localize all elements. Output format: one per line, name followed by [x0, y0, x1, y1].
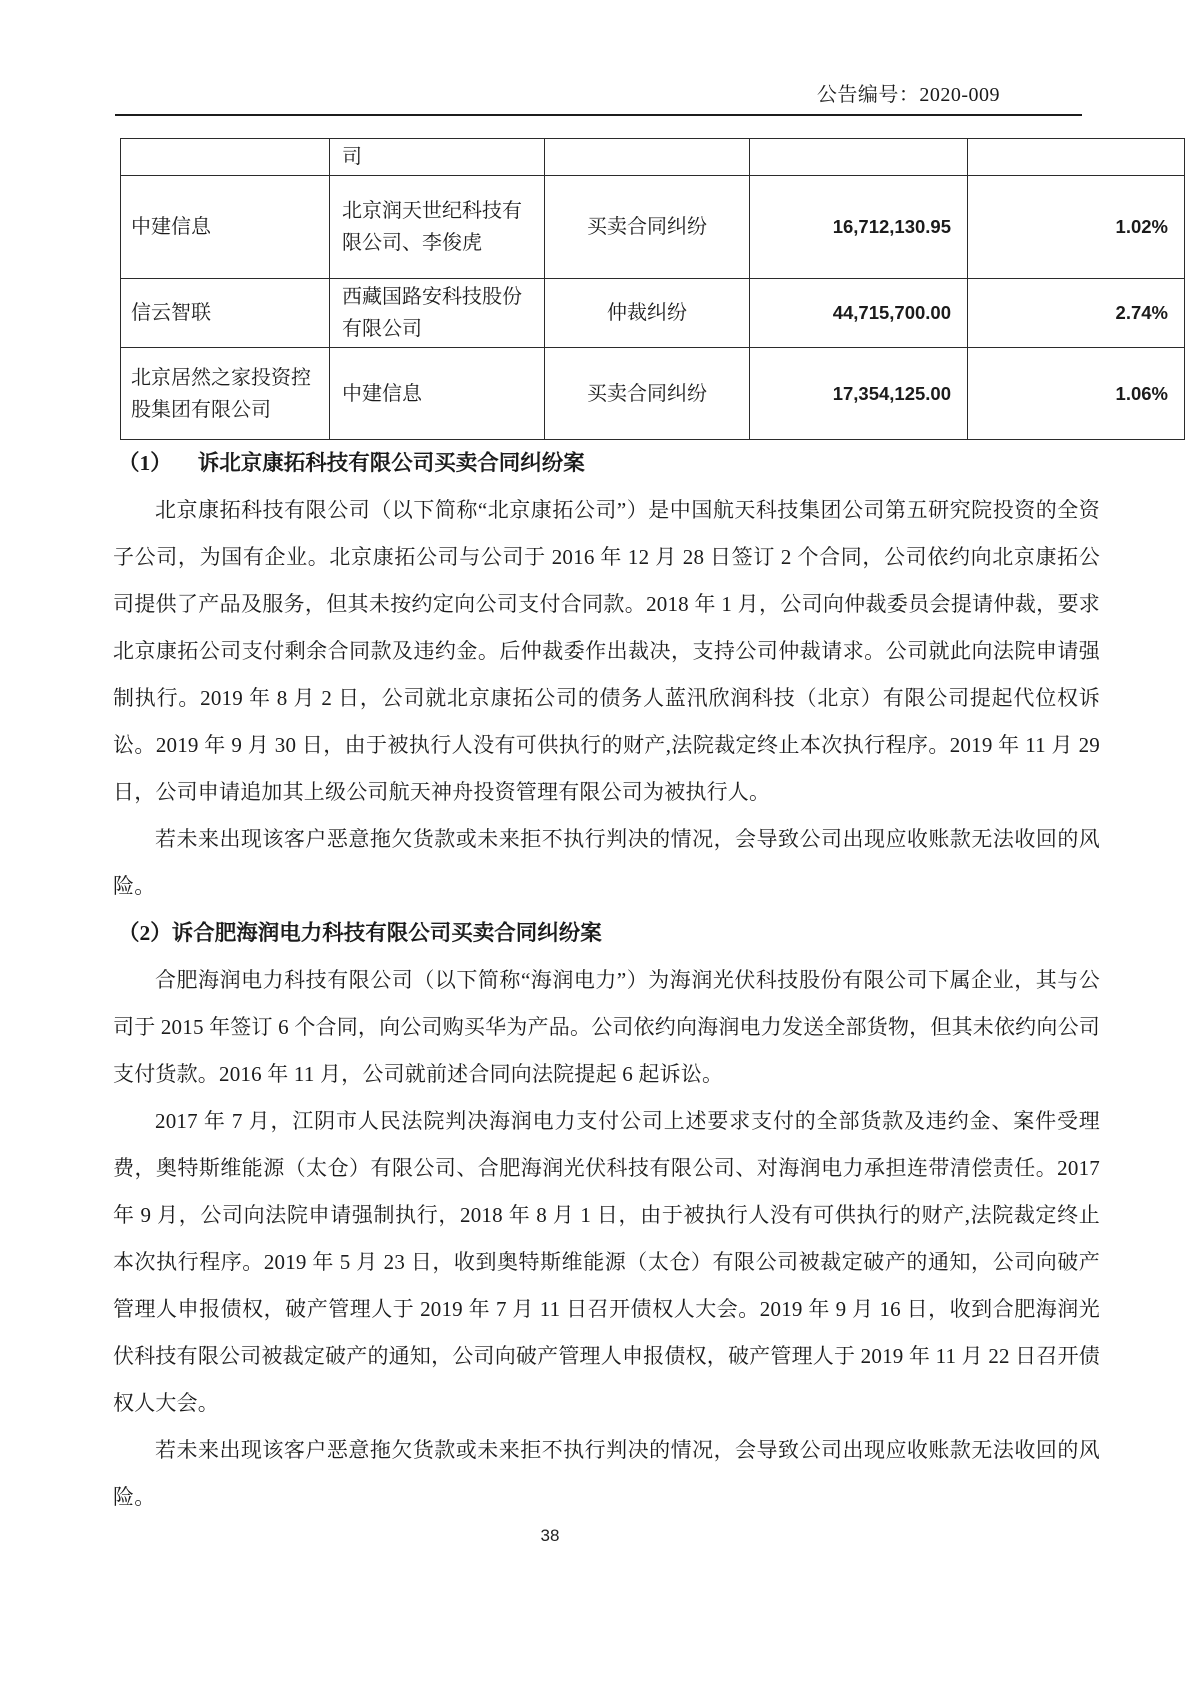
paragraph: 合肥海润电力科技有限公司（以下简称“海润电力”）为海润光伏科技股份有限公司下属企业，其与公司于 2015 年签订 6 个合同，向公司购买华为产品。公司依约向海润电力发送全部货物，但其未依约向公司支付货款。2016 年 11 月，公司就前述合同向法院提起 6 起诉讼。 — [113, 968, 1100, 1086]
paragraph: 北京康拓科技有限公司（以下简称“北京康拓公司”）是中国航天科技集团公司第五研究院投资的全资子公司，为国有企业。北京康拓公司与公司于 2016 年 12 月 28 日签订 2 个合同，公司依约向北京康拓公司提供了产品及服务，但其未按约定向公司支付合同款。2018 年 1 月，公司向仲裁委员会提请仲裁，要求北京康拓公司支付剩余合同款及违约金。后仲裁委作出裁决，支持公司仲裁请求。公司就此向法院申请强制执行。2019 年 8 月 2 日，公司就北京康拓公司的债务人蓝汛欣润科技（北京）有限公司提起代位权诉讼。2019 年 9 月 30 日，由于被执行人没有可供执行的财产,法院裁定终止本次执行程序。2019 年 11 月 29 日，公司申请追加其上级公司航天神舟投资管理有限公司为被执行人。 — [113, 498, 1100, 804]
table-cell-amount — [750, 139, 968, 176]
table-cell-percent — [968, 139, 1185, 176]
table-cell-percent: 1.02% — [968, 176, 1185, 279]
table-cell-counterparty: 西藏国路安科技股份有限公司 — [330, 279, 545, 348]
document-body — [113, 440, 1100, 1521]
announcement-number: 公告编号：2020-009 — [816, 84, 1000, 106]
section-case-1 — [113, 440, 1100, 910]
table-cell-amount: 16,712,130.95 — [750, 176, 968, 279]
table-cell-counterparty: 北京润天世纪科技有限公司、李俊虎 — [330, 176, 545, 279]
table-cell-party: 北京居然之家投资控股集团有限公司 — [121, 348, 330, 440]
table-cell-party: 信云智联 — [121, 279, 330, 348]
table-cell-counterparty: 司 — [330, 139, 545, 176]
section-heading-label: （2） — [118, 921, 172, 945]
section-case-2 — [113, 910, 1100, 1521]
table-cell-counterparty: 中建信息 — [330, 348, 545, 440]
table-cell-case-type — [545, 139, 750, 176]
section-heading — [113, 440, 1100, 487]
table-cell-amount: 44,715,700.00 — [750, 279, 968, 348]
table-cell-percent: 1.06% — [968, 348, 1185, 440]
table-row — [121, 176, 1185, 279]
table-cell-percent: 2.74% — [968, 279, 1185, 348]
table-cell-case-type: 仲裁纠纷 — [545, 279, 750, 348]
table-cell-case-type: 买卖合同纠纷 — [545, 176, 750, 279]
table-cell-amount: 17,354,125.00 — [750, 348, 968, 440]
table-cell-case-type: 买卖合同纠纷 — [545, 348, 750, 440]
table-row — [121, 348, 1185, 440]
table-cell-party — [121, 139, 330, 176]
page-header — [115, 78, 1082, 116]
section-heading-title: 诉北京康拓科技有限公司买卖合同纠纷案 — [197, 451, 585, 475]
section-heading — [113, 910, 1100, 957]
section-heading-label: （1） — [118, 451, 172, 475]
paragraph: 若未来出现该客户恶意拖欠货款或未来拒不执行判决的情况，会导致公司出现应收账款无法收回的风险。 — [113, 827, 1100, 898]
table-row — [121, 279, 1185, 348]
table-row — [121, 139, 1185, 176]
table-cell-party: 中建信息 — [121, 176, 330, 279]
litigation-table — [120, 138, 1185, 440]
paragraph: 2017 年 7 月，江阴市人民法院判决海润电力支付公司上述要求支付的全部货款及违约金、案件受理费，奥特斯维能源（太仓）有限公司、合肥海润光伏科技有限公司、对海润电力承担连带清偿责任。2017 年 9 月，公司向法院申请强制执行，2018 年 8 月 1 日，由于被执行人没有可供执行的财产,法院裁定终止本次执行程序。2019 年 5 月 23 日，收到奥特斯维能源（太仓）有限公司被裁定破产的通知，公司向破产管理人申报债权，破产管理人于 2019 年 7 月 11 日召开债权人大会。2019 年 9 月 16 日，收到合肥海润光伏科技有限公司被裁定破产的通知，公司向破产管理人申报债权，破产管理人于 2019 年 11 月 22 日召开债权人大会。 — [113, 1109, 1100, 1415]
paragraph: 若未来出现该客户恶意拖欠货款或未来拒不执行判决的情况，会导致公司出现应收账款无法收回的风险。 — [113, 1438, 1100, 1509]
section-heading-title: 诉合肥海润电力科技有限公司买卖合同纠纷案 — [171, 921, 602, 945]
page-number: 38 — [540, 1526, 560, 1545]
